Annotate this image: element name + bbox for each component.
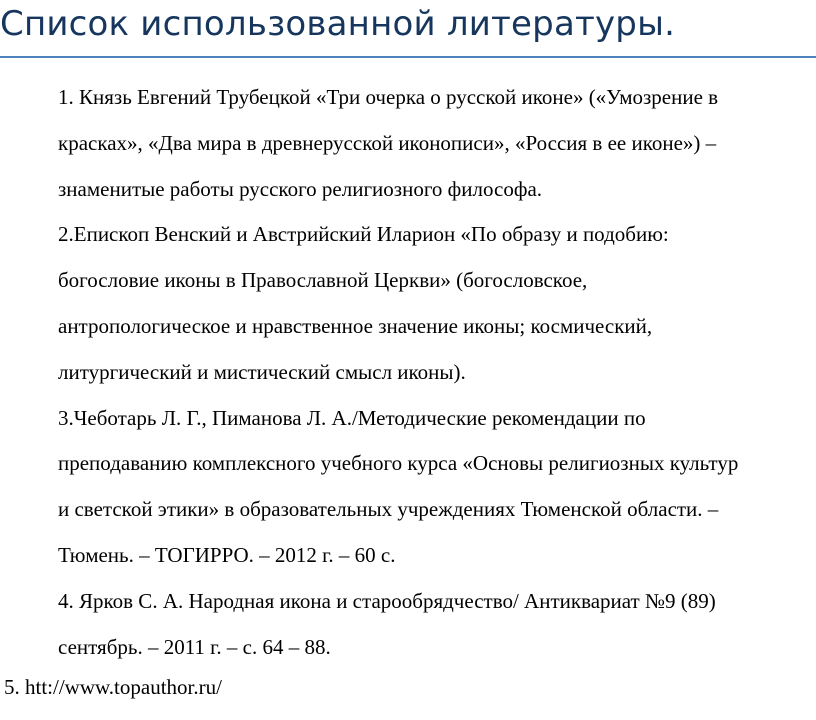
title-divider xyxy=(0,56,816,58)
page-title: Список использованной литературы. xyxy=(0,4,676,44)
reference-line: Тюмень. – ТОГИРРО. – 2012 г. – 60 с. xyxy=(58,542,396,567)
reference-item-3 xyxy=(58,396,808,579)
reference-item-1 xyxy=(58,75,808,212)
reference-line: красках», «Два мира в древнерусской иконописи», «Россия в ее иконе») – xyxy=(58,130,717,155)
reference-list xyxy=(58,75,808,670)
reference-line: богословие иконы в Православной Церкви» (богословское, xyxy=(58,268,588,293)
reference-line: 4. Ярков С. А. Народная икона и старообрядчество/ Антиквариат №9 (89) xyxy=(58,588,716,613)
reference-item-2 xyxy=(58,212,808,395)
reference-line: 3.Чеботарь Л. Г., Пиманова Л. А./Методические рекомендации по xyxy=(58,405,646,430)
reference-line: литургический и мистический смысл иконы). xyxy=(58,359,466,384)
reference-item-5: 5. htt://www.topauthor.ru/ xyxy=(4,675,222,699)
reference-line: антропологическое и нравственное значение иконы; космический, xyxy=(58,313,653,338)
reference-line: сентябрь. – 2011 г. – с. 64 – 88. xyxy=(58,634,331,659)
reference-line: 2.Епископ Венский и Австрийский Иларион «По образу и подобию: xyxy=(58,222,669,247)
reference-line: 1. Князь Евгений Трубецкой «Три очерка о русской иконе» («Умозрение в xyxy=(58,85,719,109)
reference-line: знаменитые работы русского религиозного философа. xyxy=(58,176,543,201)
reference-item-4 xyxy=(58,579,808,671)
reference-line: и светской этики» в образовательных учреждениях Тюменской области. – xyxy=(58,497,719,522)
reference-line: преподаванию комплексного учебного курса «Основы религиозных культур xyxy=(58,451,739,476)
